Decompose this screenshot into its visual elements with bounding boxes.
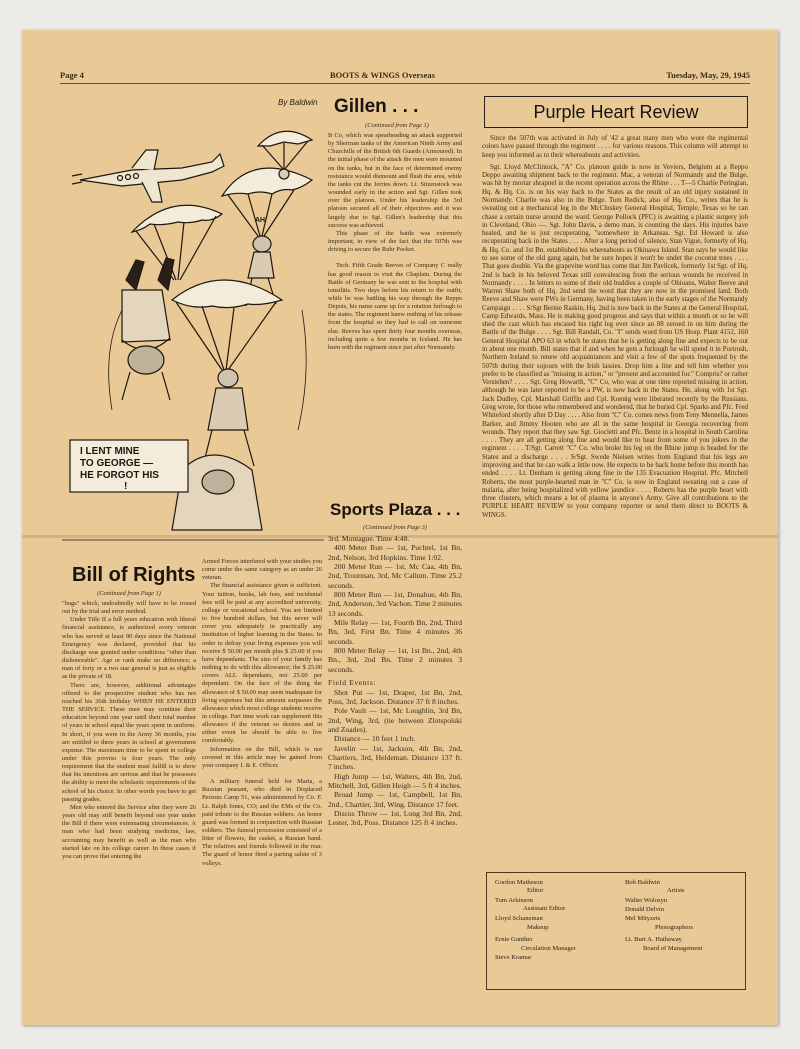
- issue-date: Tuesday, May, 29, 1945: [666, 70, 750, 80]
- sports-result: 800 Meter Run — 1st, Donahue, 4th Bn, 2nd, Anderson, 3rd Vachon. Time 2 minutes 13 seconds.: [328, 590, 462, 618]
- purple-heart-title: Purple Heart Review: [533, 102, 699, 122]
- sports-continued: (Continued from Page 3): [363, 524, 427, 531]
- staff-role: Photographers: [655, 924, 694, 931]
- staff-role: Circulation Manager: [521, 945, 576, 952]
- staff-masthead: [486, 872, 746, 990]
- staff-role: Editor: [527, 887, 544, 894]
- sports-result: Shot Put — 1st, Draper, 1st Bn, 2nd, Poss, 3rd, Jackson. Distance 37 ft 8 inches.: [328, 687, 462, 706]
- sports-result: High Jump — 1st, Walters, 4th Bn, 2nd, Mitchell, 3rd, Gillen Heigh — 5 ft 4 inches.: [328, 771, 462, 790]
- cartoon-sign-line-3: HE FORGOT HIS: [80, 470, 159, 481]
- staff-name: Bob Baldwin: [625, 879, 660, 886]
- bill-paragraph: There are, however, additional advantages offered to the prospective student who has not reached his 26th birthday WHEN HE ENTERED THE SERVICE. These men may continue their education beyond one year until their total number of years in school equal the years spent in uniform. In short, if you were in the Army 36 months, you are entitled to three years in school at government expense. The maximum time to be spent in college under this proviso is four years. The only requirement that the student must fulfill is to show that his intentions are serious and that he possesses the ability to meet the scholastic requirements of the school of his choice. In other words you have to get passing grades.: [62, 681, 196, 803]
- page-number: Page 4: [60, 70, 84, 80]
- bill-article-col2: [202, 558, 322, 1016]
- staff-name: Steve Kramar: [495, 954, 532, 961]
- bill-article-col1: [62, 600, 196, 1016]
- gillen-continued: (Continued from Page 1): [365, 122, 429, 129]
- staff-name: Tom Arkinson: [495, 897, 533, 904]
- bill-paragraph: Men who entered the Service after they were 26 years old may still benefit beyond one year under the Bill if there were extenuating circumstances. A man who had been studying medicine, law, accounting may benefit as well as the man who started late on his college career. In these cases if you can prove that entering the: [62, 803, 196, 860]
- purple-heart-paragraph: Sgt. Lloyd McClintock, "A" Co. platoon guide is now in Veviers, Belgium at a Reppo Deppo awaiting shipment back to the regiment. Mac, a veteran of Normandy and the Bulge, was hit by mortar shrapnel in the recent operation across the Rhine . . . T—5 Charlie Peringian, Hq. & Hq. Co. is on his way back to the States as the result of an old injury sustained in Normandy. Charlie was also in the Bulge. Tom Redick, also of Hq. Co., writes that he is sweating out a mechanical leg in the McCluskey General Hospital, Temple, Texas so he can chase a certain nurse around the ward. George Pollock (PFC) is awaiting a plastic surgery job in Cleveland, Ohio —. Sgt. John Davis, a demo man, is counting the days. His injuries have healed, and he is just recuperating, "somewhere in Arkansas. Sgt. Ed Howard is also recuperating back in the States . . . . After a long period of silence, Stan Vigue, formerly of Hq. & Hq. Co. and 1st Bn. established his whereabouts as Okinawa Island. Stan says he would like to see some of the old gang again, but he sure hopes it won't be under the coconut trees . . . . That goes double. Via the grapevine word has come that Jim Pavlicek, formerly 1st Sgt. of Hq. 2nd is back in his beloved Texas still convalescing from the serious wounds he received in Normandy . . . . In letters to some of their old buddies a couple of Ohioans, Walter Reeve and Warren Shaw both of Hq. 2nd send the word that they are now in the promised land. Both Reeve and Shaw were PWs in Germany, having been taken in the early stages of the Normandy Campaign . . . . S/Sgt Bernie Raskin, Hq. 2nd is now back in the States at the General Hospital, Camp Edwards, Mass. He is making good progress and says that within a month or so he will shed the cast which has encased his right leg ever since an 88 zeroed in on him during the Battle of the Bulge . . . . Sgt. Bill Randall, Co. "I" sends word from US Hosp. Plant 4152, 160 General Hospital APO 63 in which he states that he is getting along fine and expects to be out in about one month. Bill states that if and when he gets a furlough he will spend it in Portrush, Northern Ireland to renew old acquaintances and visit a few of the spots frequented by the 507th during their sojourn with the Irish lassies. Drop him a line and tell him whether you prefer to be classified as "missing in action," or "present and accounted for." Compris? or rather Verstehen? . . . . Sgt. Greg Howarth, "C" Co, who was at one time reported missing in action, although he was later reported to be a PW, is now back in the States. He, along with 1st Sgt. Jack Dudley, Cpl. Marshall Griffin and Cpl. Koenig were liberated recently by the Russians. Greg wrote, for those who remembered and wondered, that he buried Cpl. Sparks and Pfc. Fred Whiteford shortly after D Day . . . . Also from "C" Co. comes news from Tony Mennella, James Barker, and Jimmy Hooten who are all in the same hospital in Georgia recovering from wounds. They report that they saw Sgt. Giocletti and Pfc. Bentz in a hospital in South Carolina . . . . They are all getting along fine and would like to hear from some of you jokers in the regiment . . . . T/Sgt. Carrett "C" Co. who broke his leg on the Rhine jump is headed for the States and a discharge . . . . S/Sgt. Swede Nielsen writes from England that his legs are improving and that he can walk a little now. He expects to be back home before this month has ended . . . . Lt. Denham is getting along fine in the 135 Evacuation Hospital. Pfc. Mitchell Roberts, the most purple-hearted man in "C" Co. is now in England sweating out a case of malaria, after being hospitalized with yellow jaundice . . . . Roberts has the purple heart with three clusters, which means a lot of plasma in anyone's Army. Give all contributions to the PURPLE HEART REVIEW to your company reporter or send them direct to BOOTS & WINGS.: [482, 162, 748, 519]
- bill-title: Bill of Rights: [72, 564, 196, 586]
- staff-role: Artists: [667, 887, 685, 894]
- field-events-heading: Field Events:: [328, 678, 377, 688]
- staff-role: Makeup: [527, 924, 549, 931]
- cartoon-illustration: [62, 110, 324, 550]
- header-rule: [60, 83, 750, 84]
- cartoon-sign-line-4: !: [124, 481, 128, 492]
- sports-article: [328, 534, 462, 1018]
- cartoon-sign-line-1: I LENT MINE: [80, 446, 140, 457]
- staff-name: Walter Wolosyn: [625, 897, 668, 904]
- purple-heart-title-box: [484, 96, 748, 128]
- gillen-paragraph: Tech. Fifth Grade Reeves of Company C really has good reason to visit the Chaplain. During the Battle of Germany he was sent to the hospital with tonsilitis. Two days before his return to the outfit, while he was battling his way through the Reppo Depots, his name came up for a rotation furlough to the states. The regiment knew nothing of his release from the hospital so they had to call on someone else. Reeves has spent thirty four months overseas, including quite a few months in Iceland. He has been with the regiment since just after Normandy.: [328, 262, 462, 351]
- bill-paragraph: Under Title II a full years education with liberal financial assistance, is authorized every veteran who has served at least 90 days since the National Emergency was declared, provided that his discharge was granted under conditions "other than dishonorable". Age or rank make no difference; a man of forty or a two star general is just as eligible as the private of 18.: [62, 616, 196, 681]
- staff-name: Lt. Burt A. Hathaway: [625, 936, 682, 943]
- staff-role: Board of Management: [643, 945, 703, 952]
- paper-title: BOOTS & WINGS Overseas: [330, 70, 435, 80]
- staff-role: Assistant Editor: [523, 905, 566, 912]
- staff-name: Lloyd Schaneman: [495, 915, 543, 922]
- sports-result: Pole Vault — 1st, Mc Loughlin, 3rd Bn, 2nd, Wing, 3rd, (tie between Zlotspolski and Zoades).: [328, 706, 462, 734]
- newspaper-page: [22, 30, 778, 1025]
- gillen-article: [328, 132, 462, 492]
- sports-title: Sports Plaza . . .: [330, 500, 461, 519]
- staff-name: Gordon Matheson: [495, 879, 543, 886]
- staff-name: Ernie Gunther: [495, 936, 533, 943]
- purple-heart-paragraph: Since the 507th was activated in July of '42 a great many men who wore the regimental colors have passed through the regiment . . . . for various reasons. This column will attempt to keep you informed as to their whereabouts and activities.: [482, 134, 748, 159]
- gillen-title: Gillen . . .: [334, 96, 419, 117]
- staff-name: Mel Mityzets: [625, 915, 661, 922]
- sports-result: 3rd. Montague. Time 4:48.: [328, 534, 410, 543]
- funeral-paragraph: A military funeral held for Maria, a Russian peasant, who died in Displaced Persons Camp 51, was administered by Co. F. Lt. Ralph Jones, CO; and the EMs of the Co. paid tribute to the Russian soldiers. An honor guard was formed in conjunction with Russian soldiers. The funeral procession consisted of a litter of flowers, the casket, a Russian band. The relatives and friends followed in the rear. The guard of honor fired a parting salute of 3 volleys.: [202, 778, 322, 867]
- sports-result: Mile Relay — 1st, Fourth Bn, 2nd, Third Bn, 3rd, First Bn. Time 4 minutes 36 seconds.: [328, 618, 462, 646]
- gillen-paragraph: This phase of the battle was extremely important, in view of the fact that the 507th was driving to secure the Ruhr Pocket.: [328, 229, 462, 254]
- gillen-paragraph: B Co, which was spearheading an attack supported by Sherman tanks of the American Ninth Army and Churchills of the British 6th Guards (Armoured). In the initial phase of the attack the men were mounted on the tanks, but in the face of determined enemy resistance would dismount and flush the area, while the tanks cut the Jerries down. Lt. Sitzenstock was wounded early in the action and Sgt. Gillen took over the platoon. Under his leadership the 3rd platoon secured all of their objectives and it was largely due to Sgt. Gillen's leadership that this success was achieved.: [328, 132, 462, 229]
- bill-paragraph: Armed Forces interfered with your studies you come under the same category as an under 26 veteran.: [202, 558, 322, 582]
- bill-paragraph: "bugs" which, undoubtedly will have to be ironed out by the trial and error method.: [62, 600, 196, 616]
- cartoon-byline: By Baldwin: [278, 98, 318, 107]
- sports-result: 400 Meter Run — 1st, Puchtel, 1st Bn, 2nd, Nelson, 3rd Hopkins. Time 1:02.: [328, 543, 462, 562]
- sports-result: 800 Meter Relay — 1st, 1st Bn., 2nd, 4th Bn., 3rd, 2nd Bn. Time 2 minutes 3 seconds.: [328, 646, 462, 674]
- sports-result: 200 Meter Run — 1st, Mc Caa, 4th Bn, 2nd, Troutman, 3rd, Mc Callum. Time 25.2 seconds.: [328, 562, 462, 590]
- bill-paragraph: Information on the Bill, which is not covered in this article may be gained from your company I. & E. Officer.: [202, 745, 322, 769]
- cartoon-sign-line-2: TO GEORGE —: [80, 458, 154, 469]
- sports-result: Javelin — 1st, Jackson, 4th Bn, 2nd, Chartiers, 3rd, Heldeman. Distance 137 ft. 7 inches.: [328, 743, 462, 772]
- staff-name: Donald Delvin: [625, 906, 665, 913]
- sports-result: Discus Throw — 1st, Long 3rd Bn, 2nd, Lester, 3rd, Poss. Distance 125 ft 4 inches.: [328, 808, 462, 828]
- bill-paragraph: The financial assistance given is sufficient. Your tuition, books, lab fees, and incidental fees will be paid at any accredited university, college or vocational school. You are limited to five hundred dollars, but this never will cover you adequately in practically any institution of higher learning in the States. In order to defray your living expenses you will receive $ 50.00 per month plus $ 25.00 if you have dependants. The size of your family has nothing to do with this allowance; the $ 25.00 covers ALL dependants, not 25.00 per dependant. On the face of the thing the allowance of $ 50.00 may seem inadequate for living expenses but this amount surpasses the allowance which most college students receive in college. Part time work can supplement this allowance if the veteran so desires and in either event he should be able to live comfortably.: [202, 582, 322, 745]
- cartoon-chute-label: AH: [255, 217, 266, 224]
- sports-result: Distance — 10 feet 1 inch.: [334, 734, 416, 744]
- bill-continued: (Continued from Page 1): [97, 590, 161, 597]
- purple-heart-article: [482, 134, 748, 866]
- sports-result: Broad Jump — 1st, Campbell, 1st Bn, 2nd., Chartier, 3rd, Wing. Distance 17 feet.: [328, 790, 462, 809]
